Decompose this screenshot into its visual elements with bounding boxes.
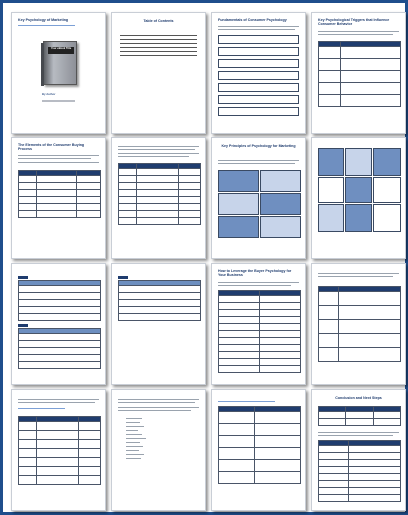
page-toc[interactable] [111,12,206,134]
cover-author-line [42,100,75,102]
page-leverage-2[interactable] [311,263,406,385]
leverage-table-2 [318,286,401,362]
cover-author: By Author [42,92,56,96]
page-buying-process-2[interactable] [111,137,206,259]
leverage-title: How to Leverage the Buyer Psychology for Your Business [218,269,292,278]
page-worksheet-1[interactable] [11,263,106,385]
buying-process-table-2 [118,163,201,225]
worksheet-table-2 [18,328,101,369]
page-leverage[interactable] [211,263,306,385]
buying-process-title: The Elements of the Consumer Buying Process [18,143,85,152]
resources-table [218,406,301,484]
triggers-title: Key Psychological Triggers that Influence Consumer Behavior [318,18,390,27]
page-principles[interactable] [211,137,306,259]
page-fundamentals[interactable] [211,12,306,134]
cover-subtitle-line [18,25,75,26]
conclusion-table-1 [318,406,401,426]
page-action-plan[interactable] [11,389,106,511]
page-worksheet-2[interactable] [111,263,206,385]
triggers-table [318,41,401,107]
ebook-cover-image [43,41,77,85]
leverage-table [218,290,301,373]
conclusion-title: Conclusion and Next Steps [335,396,382,400]
page-principles-grid[interactable] [311,137,406,259]
page-triggers[interactable] [311,12,406,134]
fundamentals-title: Fundamentals of Consumer Psychology [218,18,287,22]
page-cover[interactable] [11,12,106,134]
page-checklist[interactable] [111,389,206,511]
page-buying-process[interactable] [11,137,106,259]
toc-title: Table of Contents [143,19,174,23]
worksheet-table-1 [18,280,101,321]
worksheet-table-3 [118,280,201,321]
page-resources[interactable] [211,389,306,511]
action-plan-table [18,416,101,485]
buying-process-table [18,170,101,218]
cover-title: Key Psychology of Marketing [18,18,69,22]
principles-title: Key Principles of Psychology for Marketing [221,144,296,148]
ebook-cover-label: Your eBook Title [48,47,74,54]
page-conclusion[interactable] [311,389,406,511]
conclusion-table-2 [318,440,401,502]
